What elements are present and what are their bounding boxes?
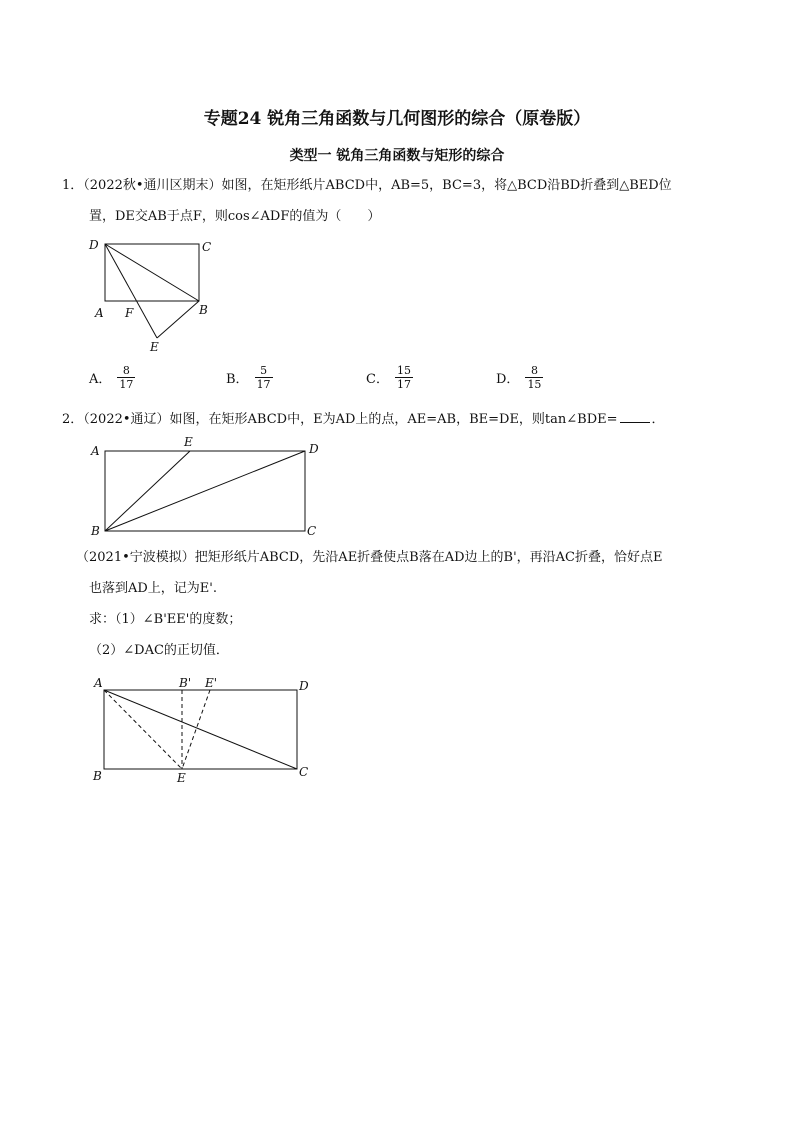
q3-segment-e1e [182, 690, 210, 769]
q2-text-end: ． [651, 412, 665, 427]
q1-text-line2: 置，DE交AB于点F，则cos∠ADF的值为（ ） [89, 209, 381, 224]
q2-label-c: C [307, 524, 317, 538]
q3-diagonal-ac [104, 690, 297, 769]
q1-choice-c-numerator: 15 [396, 364, 411, 377]
q2-text: 2．（2022•通辽）如图，在矩形ABCD中，E为AD上的点，AE=AB，BE=DE，则tan∠BDE= [62, 412, 618, 427]
q3-label-b-prime: B' [179, 676, 192, 690]
q1-choice-d-label: D． [496, 372, 520, 387]
q1-label-c: C [202, 240, 212, 254]
q1-choice-a-label: A． [89, 372, 112, 387]
q3-label-c: C [299, 765, 309, 779]
q3-label-e-prime: E' [205, 676, 218, 690]
q3-label-d: D [299, 679, 309, 693]
q1-label-e: E [150, 340, 159, 354]
q1-choice-a-numerator: 8 [122, 364, 130, 377]
q1-choice-a-denominator: 17 [119, 378, 134, 391]
page-title: 专题24 锐角三角函数与几何图形的综合（原卷版） [203, 109, 591, 129]
q3-text-line1: （2021•宁波模拟）把矩形纸片ABCD，先沿AE折叠使点B落在AD边上的B'，再沿AC折叠，恰好点E [76, 550, 663, 565]
q1-choice-b-label: B． [226, 372, 249, 387]
q1-label-b: B [199, 303, 208, 317]
q1-choice-c-label: C． [366, 372, 389, 387]
q1-choice-d-denominator: 15 [527, 378, 542, 391]
q3-text-line4: （2）∠DAC的正切值． [89, 643, 229, 658]
q1-choice-c-denominator: 17 [396, 378, 411, 391]
q3-label-e: E [177, 771, 186, 785]
q1-choice-d-numerator: 8 [530, 364, 538, 377]
q1-choice-b-denominator: 17 [256, 378, 271, 391]
q3-label-b: B [93, 769, 102, 783]
q1-text-line1: 1．（2022秋•通川区期末）如图，在矩形纸片ABCD中，AB=5，BC=3，将△BCD沿BD折叠到△BED位 [62, 178, 672, 193]
q2-label-b: B [91, 524, 100, 538]
q1-choice-b-numerator: 5 [260, 364, 268, 377]
q2-label-e: E [184, 435, 193, 449]
q1-label-f: F [125, 306, 134, 320]
q3-text-line2: 也落到AD上，记为E'. [89, 581, 218, 596]
q3-text-line3: 求：（1）∠B'EE'的度数； [89, 612, 242, 627]
q3-label-a: A [94, 676, 103, 690]
q2-label-a: A [91, 444, 100, 458]
q3-fold-line-ae [104, 690, 182, 769]
q1-label-d: D [89, 238, 99, 252]
q2-label-d: D [309, 442, 319, 456]
section-subtitle: 类型一 锐角三角函数与矩形的综合 [289, 148, 505, 164]
q1-label-a: A [95, 306, 104, 320]
